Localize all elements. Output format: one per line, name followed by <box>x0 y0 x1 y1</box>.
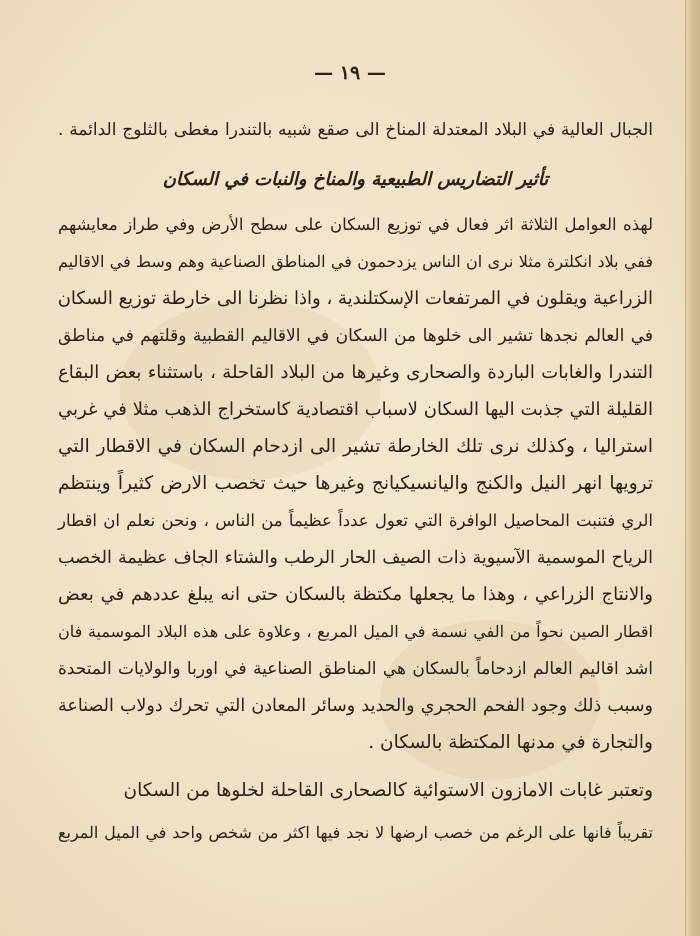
page-number: — ١٩ — <box>314 62 386 84</box>
text-line: الري فتنبت المحاصيل الوافرة التي تعول عدداً عظيماً من الناس ، ونحن نعلم ان اقطار <box>58 511 653 530</box>
text-line: الرياح الموسمية الآسيوية ذات الصيف الحار الرطب والشتاء الجاف عظيمة الخصب <box>58 548 653 568</box>
text-line: وسبب ذلك وجود الفحم الحجري والحديد وسائر المعادن التي تحرك دولاب الصناعة <box>58 696 653 716</box>
text-line: في العالم نجدها تشير الى خلوها من السكان في الاقاليم القطبية وقلتهم في مناطق <box>58 326 653 346</box>
text-line: الزراعية ويقلون في المرتفعات الإسكتلندية ، واذا نظرنا الى خارطة توزيع السكان <box>57 288 653 309</box>
text-line: الجبال العالية في البلاد المعتدلة المناخ الى صقع شبيه بالتندرا مغطى بالثلوج الدائمة . <box>58 120 653 140</box>
text-line: ترويها انهر النيل والكنج واليانسيكيانج وغيرها حيث تخصب الارض كثيراً وينتظم <box>58 473 653 494</box>
text-line: استراليا ، وكذلك نرى تلك الخارطة تشير الى ازدحام السكان في الاقطار التي <box>58 436 653 457</box>
text-line: لهذه العوامل الثلاثة اثر فعال في توزيع السكان على سطح الأرض وفي طراز معايشهم <box>58 215 653 234</box>
text-line: القليلة التي جذبت اليها السكان لاسباب اقتصادية كاستخراج الذهب مثلا في غربي <box>58 399 653 420</box>
text-line: والانتاج الزراعي ، وهذا ما يجعلها مكتظة بالسكان حتى انه يبلغ عددهم في بعض <box>58 584 653 605</box>
text-line: التندرا والغابات الباردة والصحارى وغيرها من البلاد القاحلة ، باستثناء بعض البقاع <box>58 362 653 383</box>
section-heading: تأثير التضاريس الطبيعية والمناخ والنبات في السكان <box>162 169 549 190</box>
text-line: ففي بلاد انكلترة مثلا نرى ان الناس يزدحمون في المناطق الصناعية وهم وسط في الاقاليم <box>58 252 653 271</box>
text-line: اقطار الصين نحواً من الفي نسمة في الميل المربع ، وعلاوة على هذه البلاد الموسمية فان <box>58 622 653 641</box>
text-line: اشد اقاليم العالم ازدحاماً بالسكان هي المناطق الصناعية في اوربا والولايات المتحدة <box>58 659 653 679</box>
text-line: تقريباً فانها على الرغم من خصب ارضها لا نجد فيها اكثر من شخص واحد في الميل المربع <box>58 823 653 842</box>
text-line: وتعتبر غابات الامازون الاستوائية كالصحارى القاحلة لخلوها من السكان <box>123 780 653 801</box>
text-line: والتجارة في مدنها المكتظة بالسكان . <box>368 732 653 753</box>
page-edge <box>685 0 700 936</box>
